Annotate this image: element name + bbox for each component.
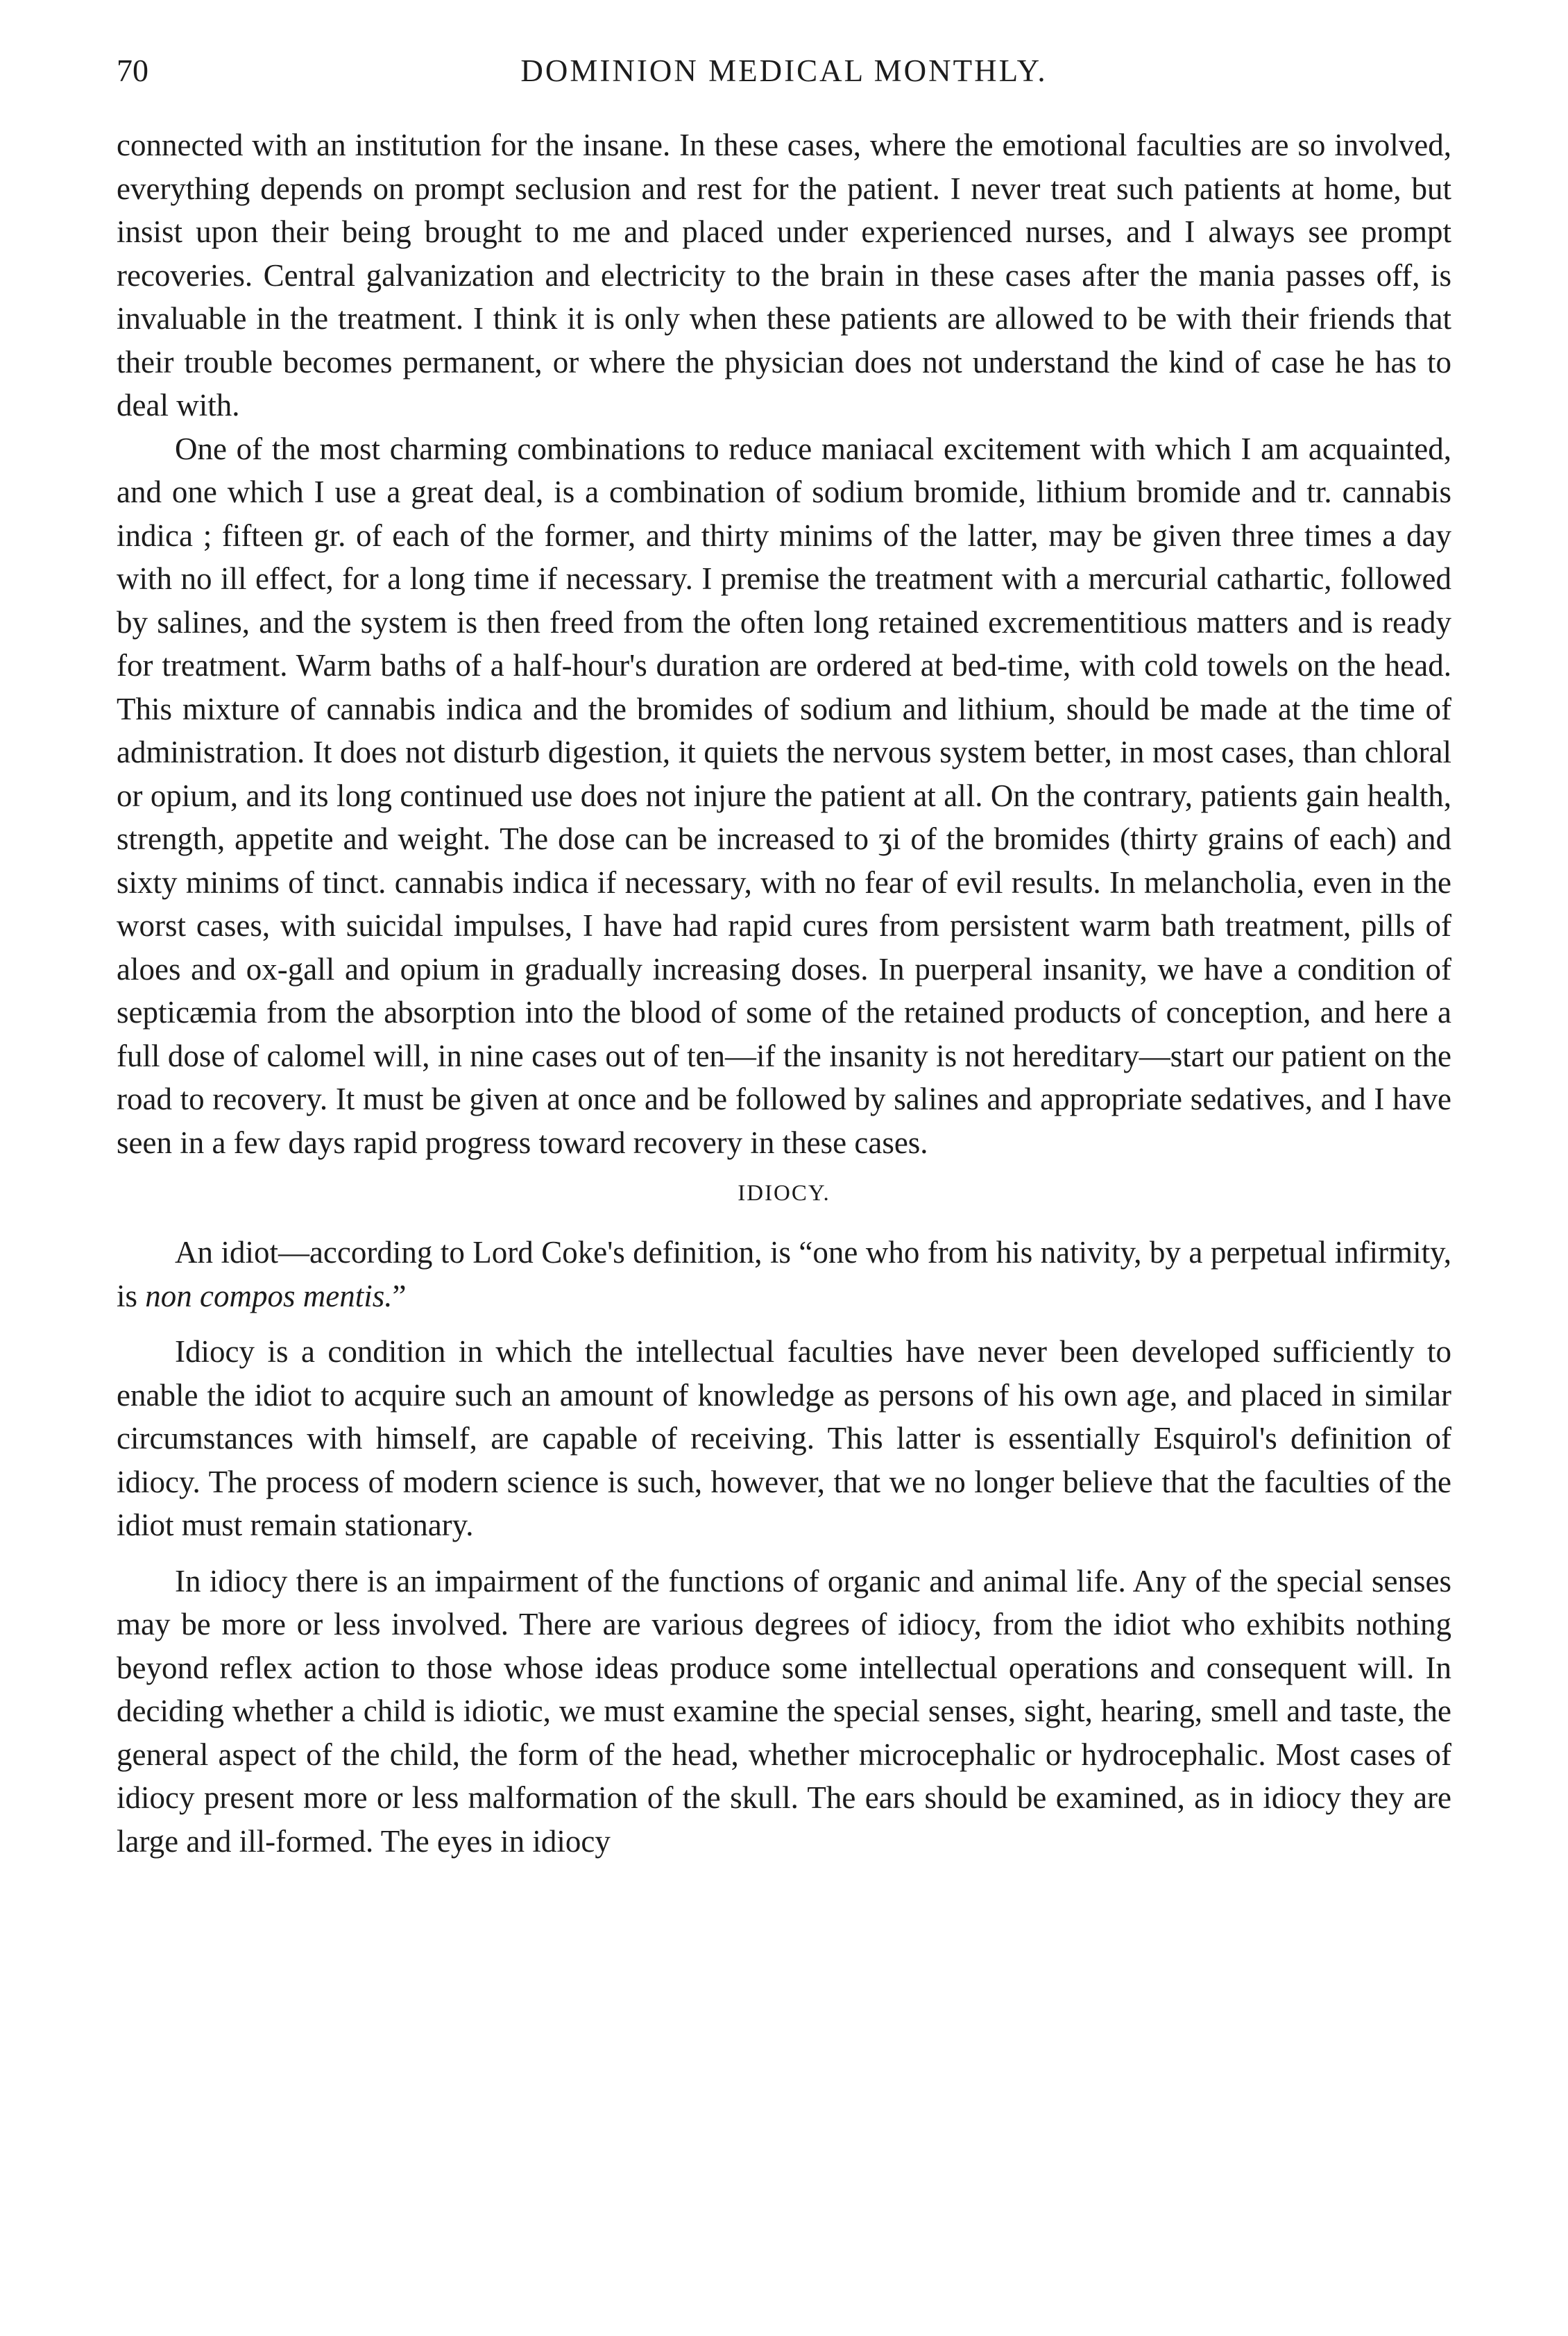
closing-quote: ” <box>392 1278 407 1313</box>
running-header <box>117 43 1451 99</box>
paragraph-idiocy-impairment: In idiocy there is an impairment of the functions of organic and animal life. Any of the special senses may be more or less involved. There are various degrees of idiocy, from the idiot who exhibits nothing beyond reflex action to those whose ideas produce some intellectual operations and consequent will. In deciding whether a child is idiotic, we must examine the special senses, sight, hearing, smell and taste, the general aspect of the child, the form of the head, whether microcephalic or hydrocephalic. Most cases of idiocy present more or less malformation of the skull. The ears should be examined, as in idiocy they are large and ill-formed. The eyes in idiocy <box>117 1563 1451 1859</box>
article-body <box>117 123 1451 1863</box>
paragraph-definition <box>117 1231 1451 1318</box>
latin-phrase: non compos mentis. <box>145 1278 393 1313</box>
paragraph-treatment: One of the most charming combinations to reduce maniacal excitement with which I am acquainted, and one which I use a great deal, is a combination of sodium bromide, lithium bromide and tr. cannabis indica ; fifteen gr. of each of the former, and thirty minims of the latter, may be given three times a day with no ill effect, for a long time if necessary. I premise the treatment with a mercurial cathartic, followed by salines, and the system is then freed from the often long retained excrementitious matters and is ready for treatment. Warm baths of a half-hour's duration are ordered at bed-time, with cold towels on the head. This mixture of cannabis indica and the bromides of sodium and lithium, should be made at the time of administration. It does not disturb digestion, it quiets the nervous system better, in most cases, than chloral or opium, and its long continued use does not injure the patient at all. On the contrary, patients gain health, strength, appetite and weight. The dose can be increased to ʒi of the bromides (thirty grains of each) and sixty minims of tinct. cannabis indica if necessary, with no fear of evil results. In melancholia, even in the worst cases, with suicidal impulses, I have had rapid cures from persistent warm bath treatment, pills of aloes and ox-gall and opium in gradually increasing doses. In puerperal insanity, we have a condition of septicæmia from the absorption into the blood of some of the retained products of conception, and here a full dose of calomel will, in nine cases out of ten—if the insanity is not hereditary—start our patient on the road to recovery. It must be given at once and be followed by salines and appropriate sedatives, and I have seen in a few days rapid progress toward recovery in these cases. <box>117 431 1451 1160</box>
page-number: 70 <box>117 53 148 88</box>
definition-text: An idiot—according to Lord Coke's definition, is “one who from his nativity, by a perpetual infirmity, is <box>117 1235 1451 1313</box>
section-heading-idiocy: IDIOCY. <box>738 1181 830 1206</box>
paragraph-continued: connected with an institution for the insane. In these cases, where the emotional faculties are so involved, everything depends on prompt seclusion and rest for the patient. I never treat such patients at home, but insist upon their being brought to me and placed under experienced nurses, and I always see prompt recoveries. Central galvanization and electricity to the brain in these cases after the mania passes off, is invaluable in the treatment. I think it is only when these patients are allowed to be with their friends that their trouble becomes permanent, or where the physician does not understand the kind of case he has to deal with. <box>117 128 1451 423</box>
paragraph-idiocy-condition: Idiocy is a condition in which the intellectual faculties have never been developed sufficiently to enable the idiot to acquire such an amount of knowledge as persons of his own age, and placed in similar circumstances with himself, are capable of receiving. This latter is essentially Esquirol's definition of idiocy. The process of modern science is such, however, that we no longer believe that the faculties of the idiot must remain stationary. <box>117 1334 1451 1542</box>
journal-title: DOMINION MEDICAL MONTHLY. <box>520 53 1048 88</box>
